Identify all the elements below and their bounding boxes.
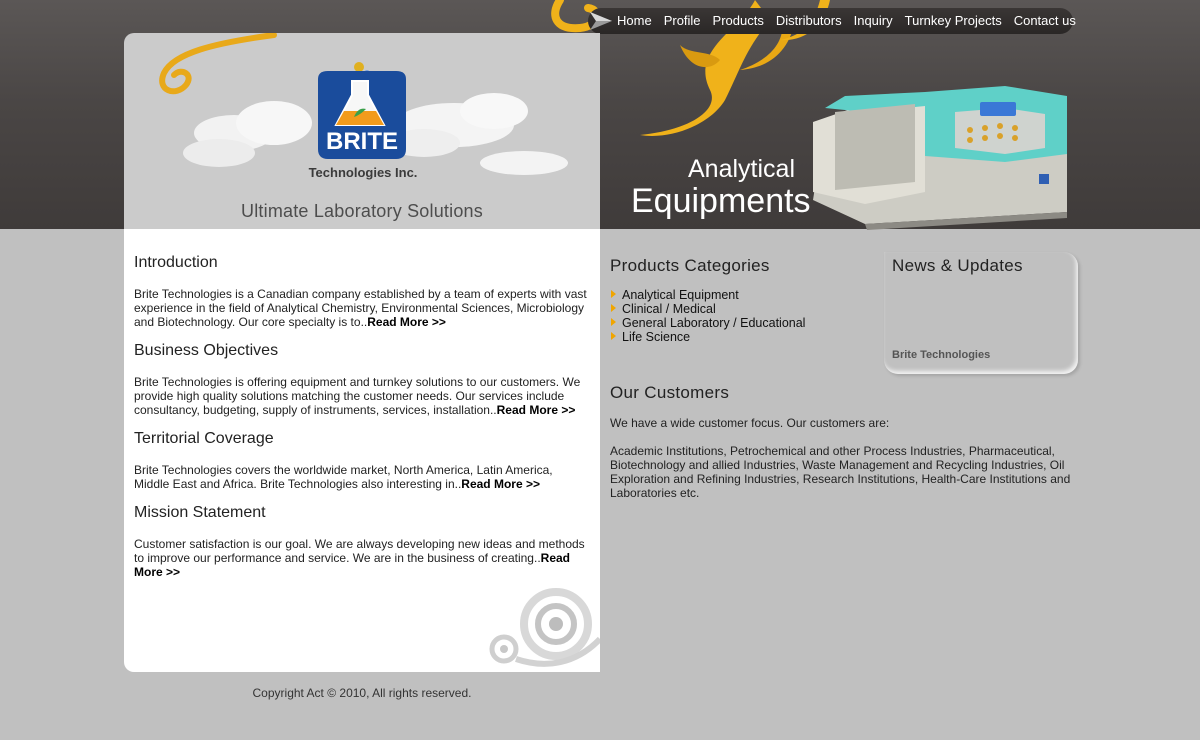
company-subtitle: Technologies Inc. (308, 165, 418, 180)
business-objectives-heading: Business Objectives (134, 342, 279, 359)
nav-distributors[interactable]: Distributors (775, 13, 842, 28)
category-item[interactable]: Analytical Equipment (610, 288, 805, 302)
mission-statement-text: Customer satisfaction is our goal. We are always developing new ideas and methods to improve our performance and service. We are in the business of creating..Read More >> (134, 537, 585, 579)
nav-contact-us[interactable]: Contact us (1013, 13, 1076, 28)
news-item-link[interactable]: Brite Technologies (892, 349, 991, 361)
intro-heading: Introduction (134, 254, 218, 271)
logo-panel (124, 33, 600, 229)
nav-home[interactable]: Home (617, 13, 652, 28)
intro-text: Brite Technologies is a Canadian company established by a team of experts with vast experience in the field of Analytical Chemistry, Environmental Sciences, Microbiology and Biotechnology. Our core specialty is to..Read More >> (134, 287, 587, 329)
nav-turnkey-projects[interactable]: Turnkey Projects (904, 13, 1002, 28)
hero-title-line1: Analytical (688, 155, 795, 183)
business-objectives-read-more-link[interactable]: Read More >> (496, 403, 576, 417)
category-item[interactable]: General Laboratory / Educational (610, 316, 805, 330)
bullet-icon (611, 304, 616, 312)
category-item[interactable]: Life Science (610, 330, 805, 344)
hero-title-line2: Equipments (631, 182, 811, 220)
spectrophotometer-icon (805, 82, 1075, 232)
territorial-coverage-heading: Territorial Coverage (134, 430, 274, 447)
news-updates-heading: News & Updates (892, 256, 1023, 275)
category-item[interactable]: Clinical / Medical (610, 302, 805, 316)
customers-intro: We have a wide customer focus. Our customers are: (610, 416, 890, 430)
mission-statement-heading: Mission Statement (134, 504, 266, 521)
categories-list (610, 288, 805, 344)
territorial-coverage-read-more-link[interactable]: Read More >> (461, 477, 540, 491)
nav-inquiry[interactable]: Inquiry (853, 13, 893, 28)
customers-text: Academic Institutions, Petrochemical and other Process Industries, Pharmaceutical, Biotechnology and allied Industries, Waste Management and Recycling Industries, Oil Exploration and Refining Industries, Research Institutions, Health-Care Institutions and Laboratories etc. (610, 444, 1071, 500)
products-categories-heading: Products Categories (610, 256, 770, 275)
main-nav (588, 8, 1076, 34)
mission-statement-read-more-link[interactable]: Read More >> (134, 551, 570, 579)
tagline: Ultimate Laboratory Solutions (241, 201, 483, 221)
bullet-icon (611, 318, 616, 326)
logo-brand-text: BRITE (326, 128, 398, 155)
swirl-decoration-icon (486, 579, 600, 672)
territorial-coverage-text: Brite Technologies covers the worldwide market, North America, Latin America, Middle East and Africa. Brite Technologies also interesting in..Read More >> (134, 463, 553, 491)
our-customers-heading: Our Customers (610, 383, 730, 402)
content-panel (124, 229, 600, 672)
bullet-icon (611, 290, 616, 298)
business-objectives-text: Brite Technologies is offering equipment and turnkey solutions to our customers. We provide high quality solutions matching the customer needs. Our services include consultancy, budgeting, supply of instruments, services, installation..Read More >> (134, 375, 581, 417)
nav-profile[interactable]: Profile (663, 13, 701, 28)
nav-arrow-icon (588, 8, 616, 34)
intro-read-more-link[interactable]: Read More >> (367, 315, 446, 329)
nav-products[interactable]: Products (712, 13, 764, 28)
nav-list (617, 13, 1088, 28)
copyright-text: Copyright Act © 2010, All rights reserved. (252, 686, 472, 700)
bullet-icon (611, 332, 616, 340)
brite-logo-icon (314, 61, 410, 165)
